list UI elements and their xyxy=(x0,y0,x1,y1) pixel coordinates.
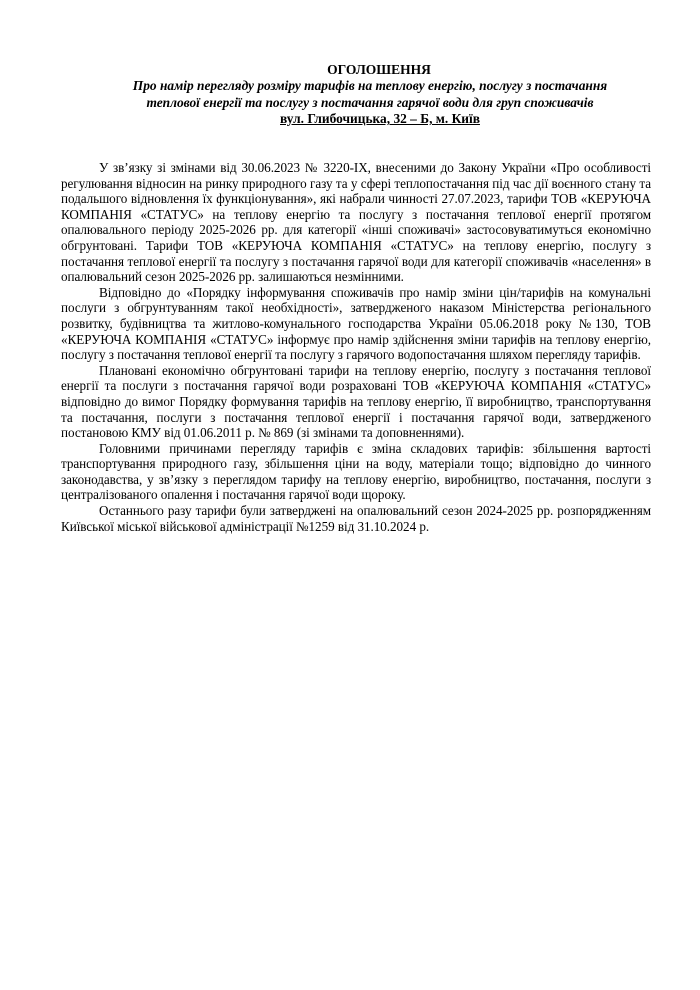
paragraph-planned-tariffs: Плановані економічно обгрунтовані тарифи на теплову енергію, послугу з постачання теплової енергії та послуги з постачання гарячої води розраховані ТОВ «КЕРУЮЧА КОМПАНІЯ «СТАТУС» відповідно до вимог Порядку формування тарифів на теплову енергію, її виробництво, транспортування та постачання, послуги з постачання теплової енергії і постачання гарячої води, затвердженого постановою КМУ від 01.06.2011 р. № 869 (зі змінами та доповненнями). xyxy=(61,362,651,441)
document-address: вул. Глибочицька, 32 – Б, м. Київ xyxy=(280,111,480,126)
paragraph-informing-procedure: Відповідно до «Порядку інформування споживачів про намір зміни цін/тарифів на комунальні послуги з обгрунтуванням такої необхідності», затвердженого наказом Міністерства регіонального розвитку, будівництва та житлово-комунального господарства України 05.06.2018 року №130, ТОВ «КЕРУЮЧА КОМПАНІЯ «СТАТУС» інформує про намір здійснення зміни тарифів на теплову енергію, послугу з постачання теплової енергії та послугу з гарячого водопостачання шляхом перегляду тарифів. xyxy=(61,284,651,363)
paragraph-reasons: Головними причинами перегляду тарифів є зміна складових тарифів: збільшення вартості транспортування природного газу, збільшення ціни на воду, матеріали тощо; відповідно до чинного законодавства, у зв’язку з переглядом тарифу на теплову енергію, виробництво, постачання, послуги з централізованого опалення і постачання гарячої води щороку. xyxy=(61,440,651,503)
announcement-body xyxy=(61,160,651,534)
paragraph-last-approval: Останнього разу тарифи були затверджені на опалювальний сезон 2024-2025 рр. розпорядженням Київської міської військової адміністрації №1259 від 31.10.2024 р. xyxy=(61,503,651,534)
document-subtitle-line-1: Про намір перегляду розміру тарифів на теплову енергію, послугу з постачання xyxy=(132,78,608,93)
document-title: ОГОЛОШЕННЯ xyxy=(327,62,431,77)
document-subtitle-line-2: теплової енергії та послугу з постачання гарячої води для груп споживачів xyxy=(146,94,594,110)
paragraph-law-changes: У зв’язку зі змінами від 30.06.2023 № 3220-ІХ, внесеними до Закону України «Про особливості регулювання відносин на ринку природного газу та у сфері теплопостачання під час дії воєнного стану та подальшого відновлення їх функціонування», які набрали чинності 27.07.2023, тарифи ТОВ «КЕРУЮЧА КОМПАНІЯ «СТАТУС» на теплову енергію та послугу з постачання теплової енергії протягом опалювального періоду 2025-2026 рр. для категорії «інші споживачі» застосовуватимуться економічно обгрунтовані. Тарифи ТОВ «КЕРУЮЧА КОМПАНІЯ «СТАТУС» на теплову енергію, послугу з постачання теплової енергії та послугу з постачання гарячої води для категорії споживачів «населення» в опалювальний сезон 2025-2026 рр. залишаються незмінними. xyxy=(61,160,651,285)
announcement-heading xyxy=(60,62,680,127)
